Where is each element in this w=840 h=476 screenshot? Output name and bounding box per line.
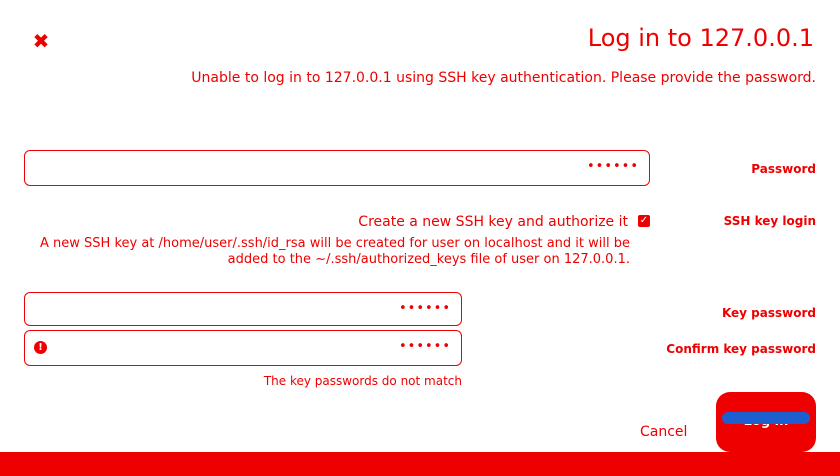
ssh-key-login-label: SSH key login: [723, 214, 816, 228]
login-button[interactable]: [716, 392, 816, 452]
create-ssh-key-checkbox[interactable]: ✓: [639, 215, 649, 226]
cancel-button[interactable]: Cancel: [640, 424, 688, 440]
password-input[interactable]: ••••••: [24, 150, 650, 186]
password-label: Password: [751, 162, 816, 176]
confirm-key-password-input[interactable]: ••••••: [24, 330, 462, 366]
error-icon: !: [34, 341, 47, 354]
key-password-input[interactable]: ••••••: [24, 292, 462, 326]
button-highlight: [722, 412, 810, 424]
dialog-title: Log in to 127.0.0.1: [587, 24, 814, 52]
bottom-bar: [0, 452, 840, 476]
create-ssh-key-label[interactable]: Create a new SSH key and authorize it: [358, 214, 628, 230]
confirm-key-password-label: Confirm key password: [666, 342, 816, 356]
password-mismatch-error: The key passwords do not match: [263, 374, 462, 388]
key-password-label: Key password: [721, 306, 816, 320]
dialog-message: Unable to log in to 127.0.0.1 using SSH key authentication. Please provide the password.: [191, 70, 816, 86]
close-icon[interactable]: ✖: [32, 29, 50, 53]
ssh-key-hint: A new SSH key at /home/user/.ssh/id_rsa will be created for user on localhost and it will be added to the ~/.ssh/authorized_keys file of user on 127.0.0.1.: [40, 236, 630, 267]
